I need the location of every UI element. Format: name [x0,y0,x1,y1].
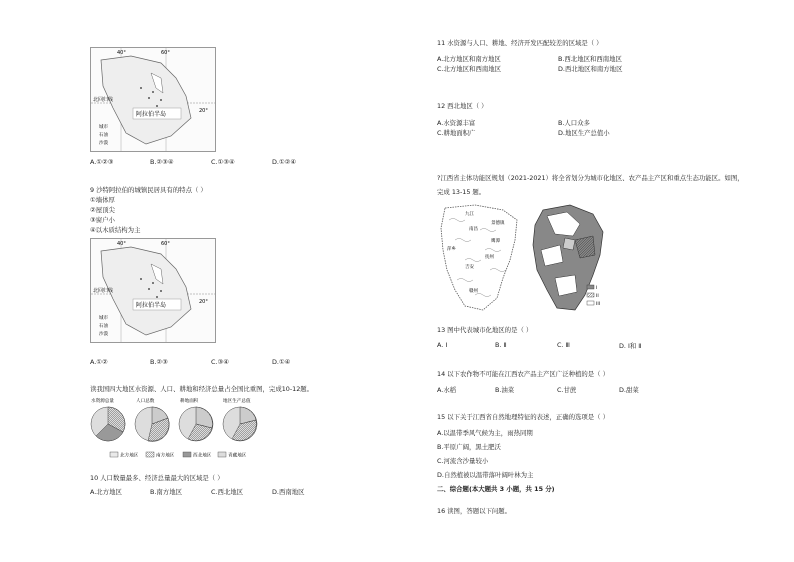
section-2-heading: 二、综合题(本大题共 3 小题，共 15 分) [437,485,555,493]
q13-15-intro-2: 完成 13-15 题。 [437,188,486,196]
jiangxi-maps [435,200,615,318]
lat-label-20: 20° [199,108,208,114]
q9-stem: 9 沙特阿拉伯的城镇民居具有的特点（ ） [90,186,207,194]
lon-label-40-2: 40° [117,241,126,247]
q10-option-a[interactable]: A.北方地区 [90,488,122,496]
city-jingdezhen: 景德镇 [491,221,505,226]
q13-15-intro-1: ?江西省主体功能区规划（2021-2021）将全省划分为城市化地区、农产品主产区和重点生态功能区。如图， [437,174,744,182]
q16-stem: 16 读图，答题以下问题。 [437,507,512,515]
pie-title-farmland: 耕地面积 [180,399,199,404]
city-jian: 吉安 [465,265,474,270]
peninsula-label: 阿拉伯半岛 [136,111,167,118]
q9-item-4: ④以木质结构为主 [90,226,141,234]
q9-option-b[interactable]: B.②③ [150,358,168,366]
q14-option-a[interactable]: A.水稻 [437,386,457,394]
city-nanchang: 南昌 [469,227,478,232]
legend-city: 城市 [99,125,108,130]
q10-option-d[interactable]: D.西南地区 [272,488,305,496]
lat-label-20-2: 20° [199,299,208,305]
city-yingtan: 鹰潭 [491,239,500,244]
city-ganzhou: 赣州 [469,289,478,294]
q9-item-1: ①墙体厚 [90,196,115,204]
q15-option-d[interactable]: D.自然植被以温带落叶阔叶林为主 [437,471,534,479]
q15-option-a[interactable]: A.以温带季风气候为主，雨热同期 [437,429,533,437]
pie-legend-north: 北方地区 [120,453,139,459]
q9-option-d[interactable]: D.①④ [272,358,291,366]
q8-option-b[interactable]: B.②③④ [150,158,174,166]
arabia-map-top [90,47,216,152]
q13-option-c[interactable]: C. Ⅲ [557,341,570,349]
q8-option-d[interactable]: D.①②④ [272,158,297,166]
q9-option-a[interactable]: A.①② [90,358,108,366]
q13-stem: 13 图中代表城市化地区的是（ ） [437,326,533,334]
q9-item-3: ③窗户小 [90,216,115,224]
q14-option-d[interactable]: D.甜菜 [619,386,639,394]
legend-desert: 沙漠 [99,141,108,146]
q13-option-a[interactable]: A. Ⅰ [437,341,448,349]
city-jiujiang: 九江 [465,212,474,217]
city-pingxiang: 萍乡 [447,247,456,252]
jx-legend-3: III [596,302,601,307]
q13-option-d[interactable]: D. Ⅰ和 Ⅱ [619,342,642,350]
peninsula-label-2: 阿拉伯半岛 [136,302,167,309]
pie-legend-tibet: 青藏地区 [228,453,247,459]
jx-legend-1: I [596,286,598,291]
q12-option-c[interactable]: C.耕地面积广 [437,129,476,137]
city-fuzhou: 抚州 [485,255,494,260]
q10-option-c[interactable]: C.西北地区 [211,488,244,496]
q10-stem: 10 人口数量最多、经济总量最大的区域是（ ） [90,474,224,482]
q11-option-c[interactable]: C.北方地区和西南地区 [437,65,502,73]
q11-option-d[interactable]: D.西北地区和南方地区 [558,65,623,73]
q10-12-intro: 读我国四大地区水资源、人口、耕地和经济总量占全国比重图，完成10-12题。 [90,385,314,393]
tropic-label-2: 北回归线 [93,288,114,294]
q11-option-a[interactable]: A.北方地区和南方地区 [437,55,501,63]
legend-city-2: 城市 [99,316,108,321]
q12-option-d[interactable]: D.地区生产总值小 [558,129,610,137]
arabia-map-bottom [90,238,216,343]
lon-label-60-2: 60° [161,241,170,247]
q9-item-2: ②屋顶尖 [90,206,115,214]
q12-stem: 12 西北地区（ ） [437,102,488,110]
q11-stem: 11 水资源与人口、耕地、经济开发匹配较差的区域是（ ） [437,39,603,47]
q12-option-b[interactable]: B.人口众多 [558,119,590,127]
q8-option-a[interactable]: A.①②③ [90,158,114,166]
legend-oil: 石油 [99,133,108,138]
q10-option-b[interactable]: B.南方地区 [150,488,182,496]
lon-label-60: 60° [161,50,170,56]
q14-option-b[interactable]: B.油菜 [495,386,515,394]
q11-option-b[interactable]: B.西北地区和西南地区 [558,55,622,63]
pie-legend-northwest: 西北地区 [193,453,212,459]
q15-option-b[interactable]: B.平原广阔，黑土肥沃 [437,443,501,451]
pie-title-gdp: 地区生产总值 [223,399,251,404]
lon-label-40: 40° [117,50,126,56]
q14-stem: 14 以下农作物不可能在江西农产品主产区广泛种植的是（ ） [437,370,609,378]
q14-option-c[interactable]: C.甘蔗 [557,386,577,394]
q15-option-c[interactable]: C.河流含沙量较小 [437,457,489,465]
legend-oil-2: 石油 [99,324,108,329]
q9-option-c[interactable]: C.③④ [211,358,229,366]
q12-option-a[interactable]: A.水资源丰富 [437,119,476,127]
q13-option-b[interactable]: B. Ⅱ [495,341,507,349]
q15-stem: 15 以下关于江西省自然地理特征的表述，正确的选项是（ ） [437,413,609,421]
tropic-label: 北回归线 [93,97,114,103]
legend-desert-2: 沙漠 [99,332,108,337]
pie-title-population: 人口总数 [136,399,155,404]
pie-title-water: 水资源总量 [91,399,114,404]
pie-charts [88,396,268,468]
q8-option-c[interactable]: C.①③④ [211,158,235,166]
pie-legend-south: 南方地区 [156,453,175,459]
jx-legend-2: II [596,294,599,299]
